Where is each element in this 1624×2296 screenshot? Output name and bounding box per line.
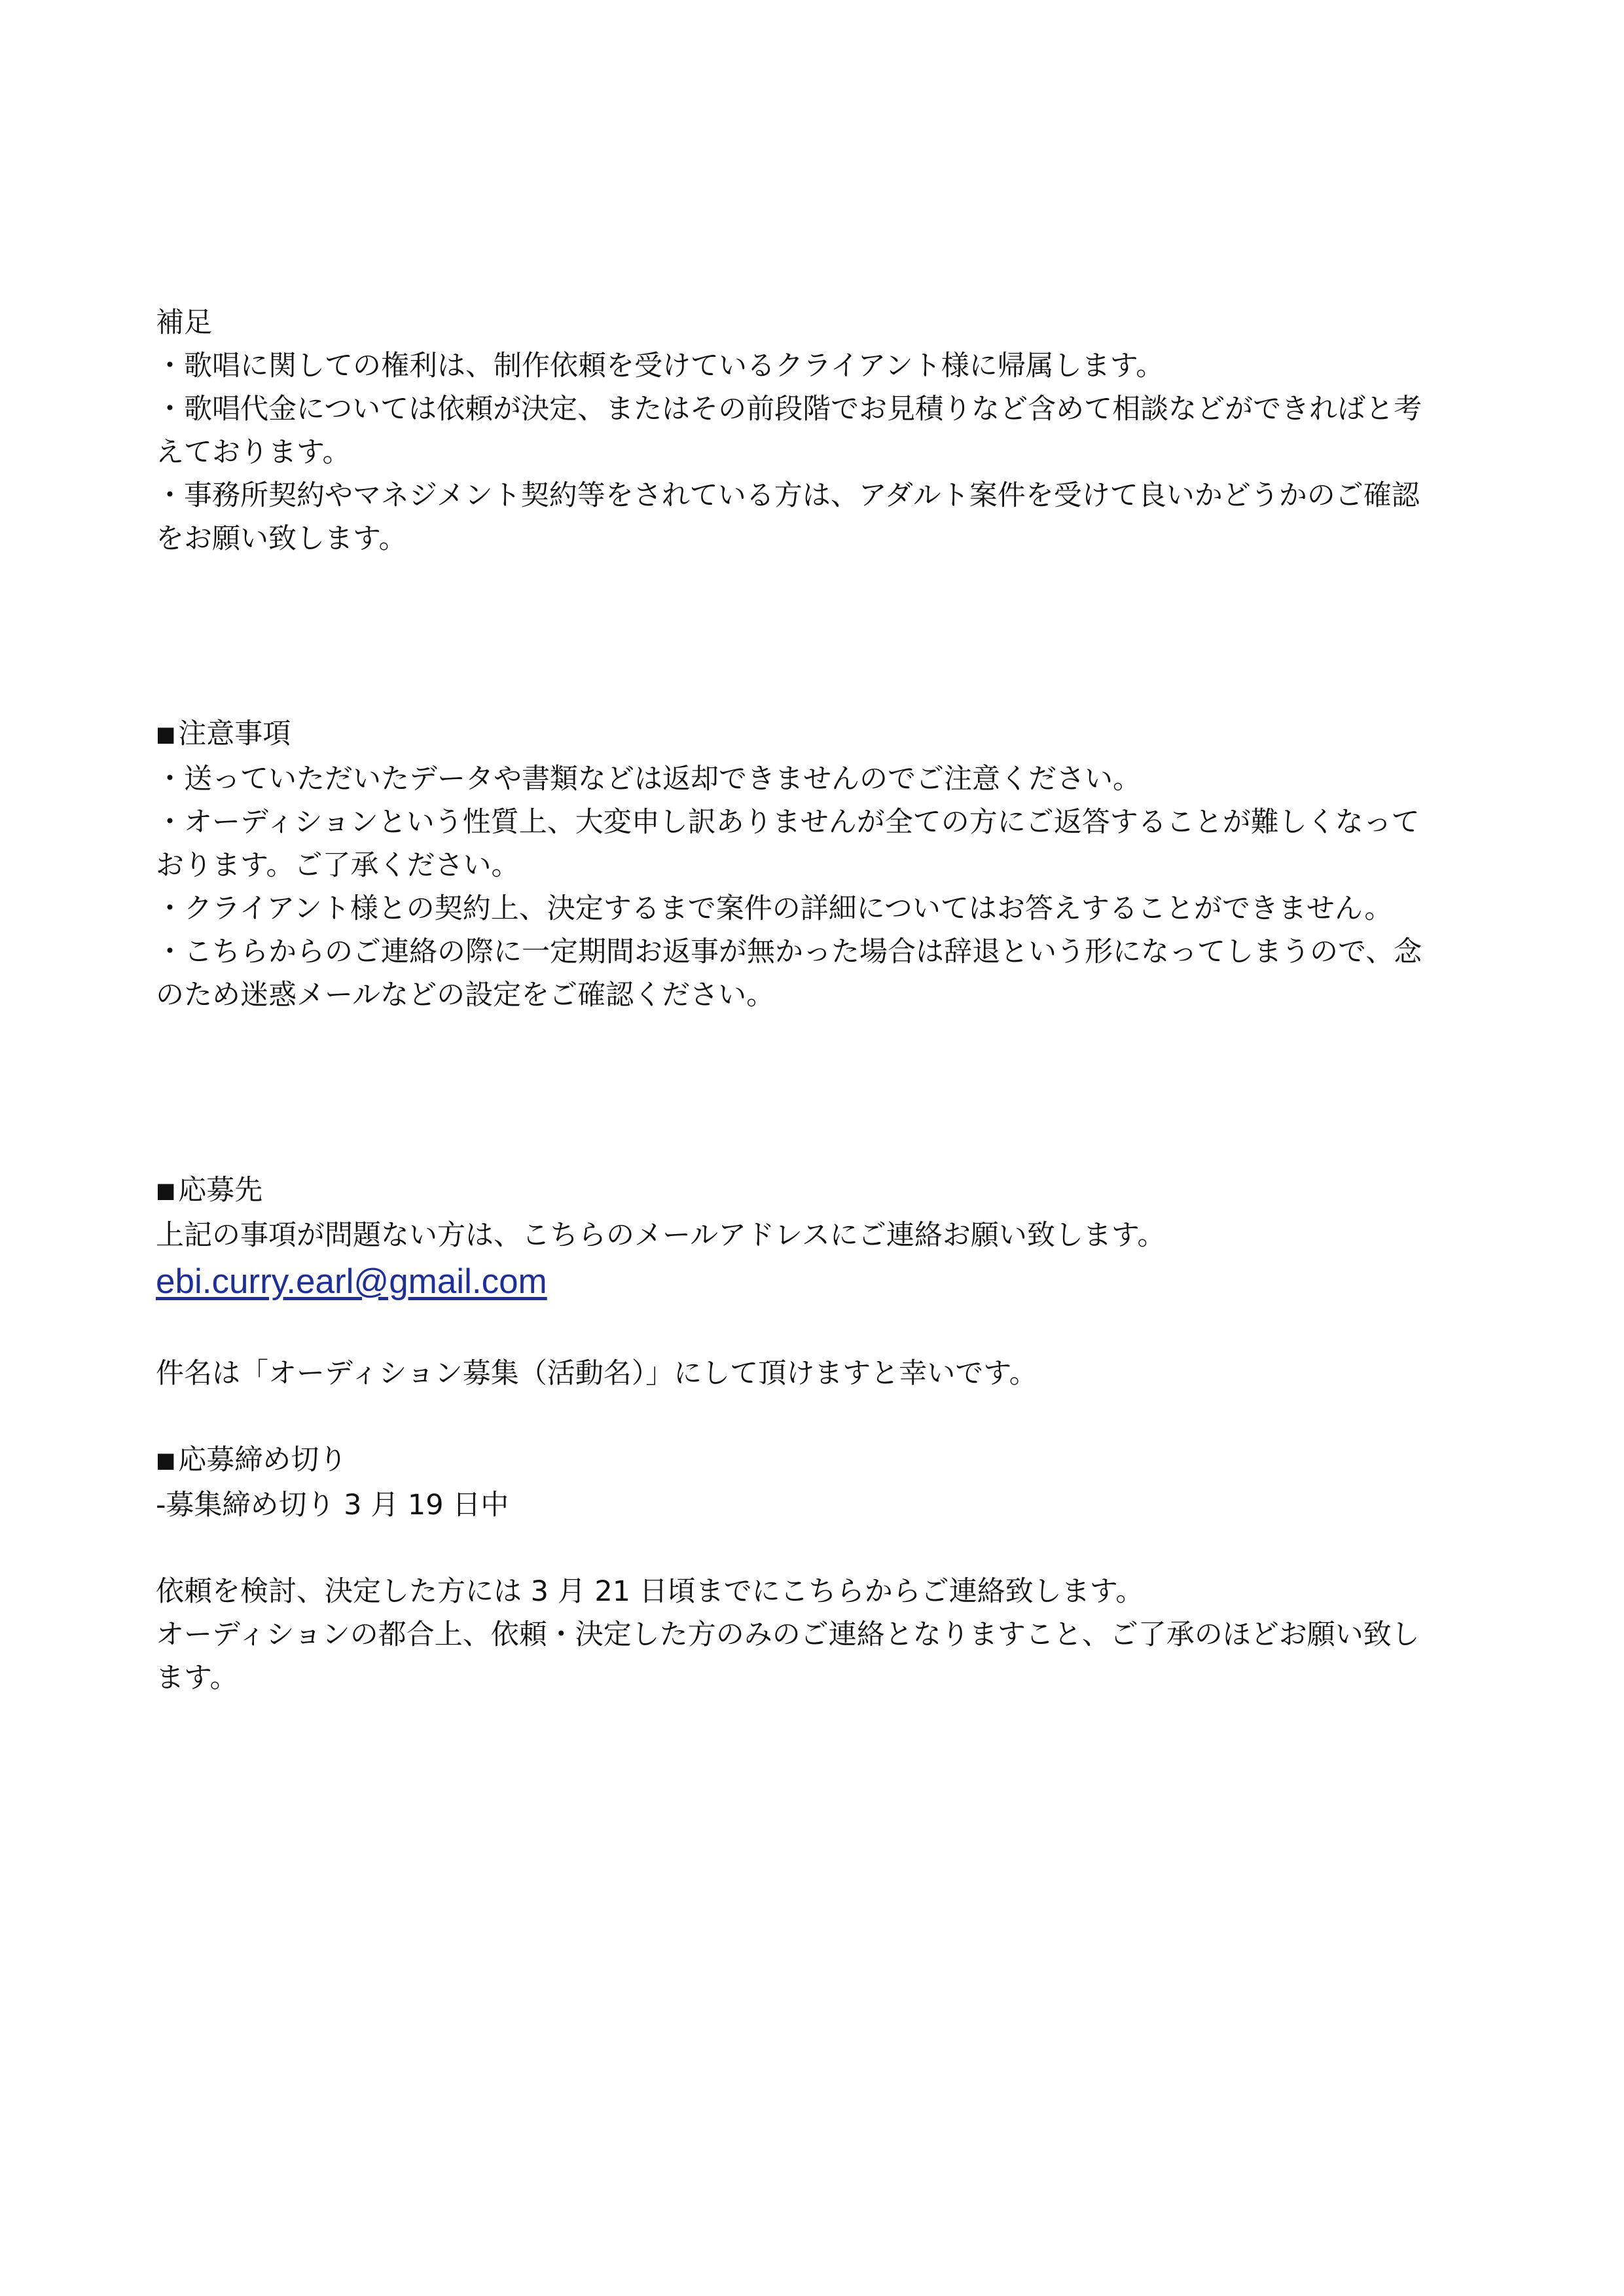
deadline-section <box>156 1438 1468 1527</box>
square-bullet-icon: ■ <box>156 721 176 746</box>
document-page <box>156 301 1468 1700</box>
closing-line-1: 依頼を検討、決定した方には 3 月 21 日頃までにこちらからご連絡致します。 <box>156 1575 1144 1608</box>
deadline-heading <box>156 1438 1468 1484</box>
notes-line-5: ・こちらからのご連絡の際に一定期間お返事が無かった場合は辞退という形になってしまうので、念 <box>156 936 1422 968</box>
notes-line-1: ・送っていただいたデータや書類などは返却できませんのでご注意ください。 <box>156 763 1141 795</box>
notes-line-4: ・クライアント様との契約上、決定するまで案件の詳細についてはお答えすることができません。 <box>156 892 1393 925</box>
square-bullet-icon: ■ <box>156 1448 176 1472</box>
square-bullet-icon: ■ <box>156 1178 176 1203</box>
closing-section <box>156 1570 1468 1700</box>
apply-heading <box>156 1169 1468 1214</box>
deadline-line: -募集締め切り 3 月 19 日中 <box>156 1489 509 1522</box>
supplement-line-5: をお願い致します。 <box>156 522 407 555</box>
supplement-section <box>156 301 1468 560</box>
notes-line-3: おります。ご了承ください。 <box>156 849 520 882</box>
spacer <box>156 1309 1468 1352</box>
supplement-line-2: ・歌唱代金については依頼が決定、またはその前段階でお見積りなど含めて相談などができればと考 <box>156 393 1422 426</box>
supplement-heading: 補足 <box>156 306 212 339</box>
spacer <box>156 1017 1468 1169</box>
notes-line-2: ・オーディションという性質上、大変申し訳ありませんが全ての方にご返答することが難しくなって <box>156 806 1420 839</box>
spacer <box>156 560 1468 712</box>
closing-line-3: ます。 <box>156 1662 238 1694</box>
apply-section <box>156 1169 1468 1395</box>
supplement-line-1: ・歌唱に関しての権利は、制作依頼を受けているクライアント様に帰属します。 <box>156 350 1164 382</box>
supplement-line-3: えております。 <box>156 436 351 469</box>
supplement-line-4: ・事務所契約やマネジメント契約等をされている方は、アダルト案件を受けて良いかどうかのご確認 <box>156 479 1420 512</box>
closing-line-2: オーディションの都合上、依頼・決定した方のみのご連絡となりますこと、ご了承のほどお願い致し <box>156 1618 1420 1651</box>
deadline-heading-text: 応募締め切り <box>178 1444 348 1476</box>
spacer <box>156 1527 1468 1570</box>
spacer <box>156 1395 1468 1438</box>
notes-heading <box>156 712 1468 757</box>
notes-heading-text: 注意事項 <box>178 718 291 750</box>
notes-section <box>156 712 1468 1017</box>
apply-intro: 上記の事項が問題ない方は、こちらのメールアドレスにご連絡お願い致します。 <box>156 1219 1166 1252</box>
notes-line-6: のため迷惑メールなどの設定をご確認ください。 <box>156 979 775 1011</box>
email-link[interactable]: ebi.curry.earl@gmail.com <box>156 1262 547 1301</box>
subject-note: 件名は「オーディション募集（活動名）」にして頂けますと幸いです。 <box>156 1357 1038 1390</box>
apply-heading-text: 応募先 <box>178 1174 263 1207</box>
email-line <box>156 1257 1468 1309</box>
